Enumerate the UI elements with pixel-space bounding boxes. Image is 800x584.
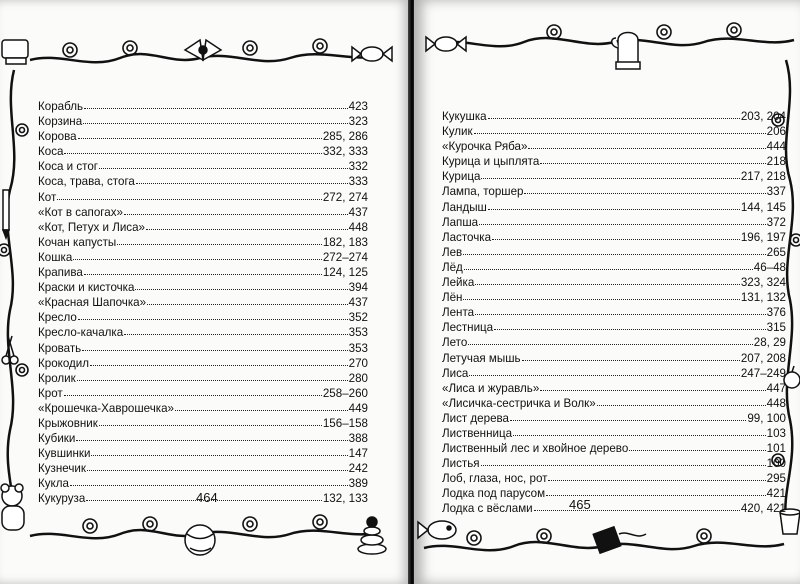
candy-icon: [352, 47, 392, 61]
index-entry: Кукуруза 132, 133: [38, 492, 368, 506]
index-entry: Кукушка 203, 204: [442, 110, 786, 123]
index-entry: Лев 265: [442, 245, 786, 259]
index-entry: Летучая мышь 207, 208: [442, 351, 786, 365]
index-entry: Коса, трава, стога 333: [38, 175, 368, 189]
index-entry: Кукла 389: [38, 477, 368, 491]
index-entry: Лента 376: [442, 306, 786, 320]
index-list: [38, 99, 368, 507]
index-entry: «Красная Шапочка» 437: [38, 296, 368, 310]
index-entry: Кот 272, 274: [38, 190, 368, 204]
sewing-machine-icon: [2, 40, 28, 64]
index-entry: «Курочка Ряба» 444: [442, 140, 786, 154]
index-entry: Лодка с вёслами 420, 421: [442, 502, 786, 516]
teddy-bear-icon: [1, 484, 24, 530]
page-number: 465: [569, 497, 591, 512]
apple-icon: [784, 366, 800, 388]
ball-icon: [185, 525, 215, 555]
index-entry: Крапива 124, 125: [38, 266, 368, 280]
index-entry: Кровать 353: [38, 341, 368, 355]
index-entry: Лоб, глаза, нос, рот 295: [442, 472, 786, 486]
index-entry: Кузнечик 242: [38, 462, 368, 476]
index-entry: Коса 332, 333: [38, 145, 368, 159]
index-entry: «Кот, Петух и Лиса» 448: [38, 220, 368, 234]
index-entry: Лёд 46–48: [442, 260, 786, 274]
index-entry: Лейка 323, 324: [442, 276, 786, 290]
index-entry: Коса и стог 332: [38, 160, 368, 174]
scissors-icon: [2, 336, 18, 364]
index-entry: Корзина 323: [38, 115, 368, 129]
index-entry: Лапша 372: [442, 215, 786, 229]
index-entry: Лампа, торшер 337: [442, 185, 786, 199]
index-entry: Лето 28, 29: [442, 336, 786, 350]
index-entry: Курица 217, 218: [442, 170, 786, 184]
index-entry: Лестница 315: [442, 321, 786, 335]
index-entry: Краски и кисточка 394: [38, 281, 368, 295]
index-entry: Курица и цыплята 218: [442, 155, 786, 169]
index-entry: Кочан капусты 182, 183: [38, 235, 368, 249]
index-entry: Лиственница 103: [442, 426, 786, 440]
index-entry: «Кот в сапогах» 437: [38, 205, 368, 219]
index-entry: «Крошечка-Хаврошечка» 449: [38, 401, 368, 415]
index-entry: Корова 285, 286: [38, 130, 368, 144]
pencil-icon: [3, 190, 9, 238]
index-entry: Лён 131, 132: [442, 291, 786, 305]
index-entry: Лодка под парусом 421: [442, 487, 786, 501]
index-entry: «Лисичка-сестричка и Волк» 448: [442, 396, 786, 410]
candy-icon: [426, 37, 466, 51]
thread-spool-icon: [593, 527, 646, 553]
index-entry: Крыжовник 156–158: [38, 416, 368, 430]
index-entry: Кресло 352: [38, 311, 368, 325]
mitten-icon: [612, 33, 640, 70]
index-entry: Лиса 247–249: [442, 366, 786, 380]
index-entry: Крот 258–260: [38, 386, 368, 400]
index-entry: Кролик 280: [38, 371, 368, 385]
index-entry: Кресло-качалка 353: [38, 326, 368, 340]
index-entry: Ласточка 196, 197: [442, 230, 786, 244]
index-entry: Лиственный лес и хвойное дерево 101: [442, 442, 786, 456]
index-entry: Корабль 423: [38, 100, 368, 113]
index-entry: Лист дерева 99, 100: [442, 411, 786, 425]
page-number: 464: [196, 490, 218, 505]
index-entry: Кошка 272–274: [38, 250, 368, 264]
index-list: [442, 109, 786, 517]
right-page: [414, 0, 800, 584]
index-entry: Крокодил 270: [38, 356, 368, 370]
index-entry: Кубики 388: [38, 432, 368, 446]
index-entry: Листья 100: [442, 457, 786, 471]
index-entry: Ландыш 144, 145: [442, 200, 786, 214]
index-entry: Кувшинки 147: [38, 447, 368, 461]
index-entry: «Лиса и журавль» 447: [442, 381, 786, 395]
fish-icon: [418, 521, 456, 539]
index-entry: Кулик 206: [442, 125, 786, 139]
